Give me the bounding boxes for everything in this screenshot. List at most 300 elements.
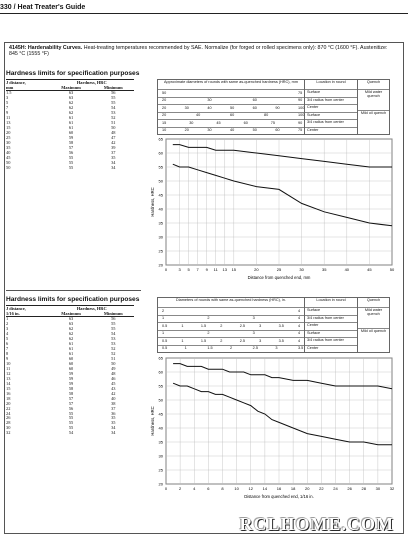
x-tick-label: 14 <box>262 486 268 491</box>
cell-min: 51 <box>111 356 116 362</box>
upper-col-hardness: Hardness, HRC <box>50 80 134 86</box>
cell-min: 37 <box>111 405 116 411</box>
round-diameter: 75 <box>270 120 276 125</box>
round-diameter: 3 <box>252 331 255 335</box>
x-tick-label: 13 <box>222 267 227 272</box>
cell-distance: 20 <box>6 130 11 136</box>
round-diameter: 100 <box>298 105 305 110</box>
cell-max: 63 <box>68 90 74 96</box>
y-tick-label: 30 <box>158 234 163 240</box>
round-diameter: 1 <box>184 346 187 350</box>
x-tick-label: 15 <box>231 267 237 272</box>
round-diameter: 20 <box>184 128 189 132</box>
round-diameter: 60 <box>230 113 235 117</box>
cell-max: 61 <box>68 115 74 121</box>
cell-distance: 15 <box>6 125 11 131</box>
round-diameter: 40 <box>196 113 201 117</box>
x-tick-label: 12 <box>248 486 253 491</box>
cell-distance: 7 <box>6 346 9 352</box>
cell-max: 61 <box>68 125 74 131</box>
round-diameter: 1 <box>181 338 184 343</box>
y-tick-label: 35 <box>158 439 163 445</box>
upper-rounds-header: Approximate diameters of rounds with same as-quenched hardness (HRC), mm <box>163 80 298 84</box>
y-tick-label: 50 <box>158 397 163 403</box>
cell-distance: 45 <box>6 154 11 160</box>
cell-distance: 9 <box>6 356 9 362</box>
round-diameter: 50 <box>162 90 167 95</box>
cell-max: 62 <box>68 100 74 106</box>
x-tick-label: 25 <box>276 267 282 272</box>
water-round-row <box>158 322 304 330</box>
cell-distance: 11 <box>6 115 11 121</box>
lower-water-rows <box>158 307 304 330</box>
y-tick-label: 45 <box>158 411 163 417</box>
lower-rounds-header: Diameters of rounds with same as-quenched hardness (HRC), in. <box>176 298 286 302</box>
upper-oil-quench: Mild oil quench <box>358 110 389 131</box>
round-diameter: 20 <box>162 98 167 102</box>
cell-max: 55 <box>68 415 74 421</box>
lower-hardenability-chart <box>148 354 396 504</box>
y-tick-label: 55 <box>158 383 163 389</box>
cell-distance: 7 <box>6 105 9 111</box>
cell-distance: 1 <box>6 316 9 322</box>
round-location: 3/4 radius from center <box>305 337 357 345</box>
upper-col-min: Minimum <box>93 85 134 91</box>
cell-min: 55 <box>111 326 116 332</box>
x-tick-label: 2 <box>179 486 182 491</box>
cell-max: 62 <box>68 326 74 332</box>
cell-max: 58 <box>68 385 74 391</box>
upper-water-rows <box>158 89 304 112</box>
round-diameter: 2 <box>207 331 210 335</box>
upper-oil-locations <box>305 112 357 135</box>
round-diameter: 1.5 <box>200 323 207 328</box>
round-diameter: 80 <box>264 113 269 117</box>
round-diameter: 4 <box>298 323 301 328</box>
x-tick-label: 3 <box>178 267 181 272</box>
cell-max: 61 <box>68 351 74 357</box>
cell-min: 56 <box>111 316 116 322</box>
cell-max: 59 <box>68 134 74 140</box>
cell-max: 57 <box>68 144 74 150</box>
lower-quench-header: Quench <box>366 298 381 302</box>
cell-max: 62 <box>68 331 74 337</box>
cell-distance: 3 <box>6 326 9 332</box>
lower-limits-title: Hardness limits for specification purposes <box>6 296 140 303</box>
cell-min: 53 <box>111 341 116 347</box>
x-tick-label: 16 <box>276 486 282 491</box>
x-tick-label: 18 <box>290 486 296 491</box>
cell-max: 55 <box>68 159 74 165</box>
cell-min: 55 <box>111 321 116 327</box>
y-tick-label: 25 <box>158 467 163 473</box>
y-axis-label: Hardness, HRC <box>150 406 155 436</box>
round-diameter: 60 <box>252 98 257 102</box>
y-tick-label: 25 <box>158 248 163 254</box>
cell-max: 56 <box>68 405 74 411</box>
oil-round-row <box>158 337 304 345</box>
cell-min: 37 <box>111 149 116 155</box>
lower-rounds-table <box>157 297 390 353</box>
figure-caption <box>9 45 394 58</box>
cell-min: 56 <box>111 90 116 96</box>
cell-distance: 30 <box>6 139 11 145</box>
round-diameter: 50 <box>252 128 257 132</box>
upper-rounds-table <box>157 79 390 135</box>
round-diameter: 3 <box>259 338 262 343</box>
cell-max: 61 <box>68 120 74 126</box>
cell-max: 56 <box>68 149 74 155</box>
x-tick-label: 6 <box>207 486 210 491</box>
x-tick-label: 24 <box>333 486 338 491</box>
water-round-row <box>158 307 304 315</box>
cell-min: 53 <box>111 336 116 342</box>
x-tick-label: 30 <box>299 267 304 272</box>
y-tick-label: 20 <box>158 262 163 268</box>
round-diameter: 60 <box>252 105 257 110</box>
upper-col-distance: J distance, <box>6 80 50 86</box>
cell-min: 46 <box>111 375 116 381</box>
upper-location-header: Location in round <box>316 80 346 84</box>
lower-location-header: Location in round <box>316 298 346 302</box>
water-round-row <box>158 97 304 105</box>
round-diameter: 20 <box>162 113 167 117</box>
round-diameter: 1 <box>162 316 165 320</box>
round-location: Center <box>305 127 357 135</box>
cell-max: 63 <box>68 321 74 327</box>
cell-distance: 50 <box>6 159 11 165</box>
lower-col-hardness: Hardness, HRC <box>50 306 134 312</box>
x-tick-label: 4 <box>193 486 196 491</box>
round-diameter: 0.5 <box>162 323 168 328</box>
round-diameter: 2 <box>162 308 165 313</box>
upper-oil-rows <box>158 112 304 135</box>
y-axis-label: Hardness, HRC <box>150 187 155 217</box>
round-diameter: 45 <box>216 120 221 125</box>
x-tick-label: 20 <box>305 486 310 491</box>
cell-distance: 13 <box>6 120 11 126</box>
running-head: 330 / Heat Treater's Guide <box>0 4 86 11</box>
cell-distance: 40 <box>6 149 11 155</box>
cell-max: 60 <box>68 130 74 136</box>
cell-distance: 4 <box>6 331 9 337</box>
round-diameter: 1.5 <box>200 338 207 343</box>
round-diameter: 2.5 <box>252 346 258 350</box>
lower-oil-locations <box>305 330 357 353</box>
cell-min: 52 <box>111 346 116 352</box>
upper-limits-block <box>6 70 141 171</box>
round-diameter: 2.5 <box>239 338 245 343</box>
cell-min: 52 <box>111 351 116 357</box>
round-diameter: 3 <box>259 323 262 328</box>
upper-quench-header: Quench <box>366 80 381 84</box>
y-tick-label: 65 <box>158 355 163 361</box>
cell-min: 34 <box>111 159 116 165</box>
round-diameter: 2 <box>220 323 223 328</box>
cell-distance: 15 <box>6 385 11 391</box>
cell-min: 38 <box>111 400 116 406</box>
cell-min: 50 <box>111 360 116 366</box>
section-divider <box>6 290 141 291</box>
y-tick-label: 65 <box>158 136 163 142</box>
round-diameter: 4 <box>298 338 301 343</box>
y-tick-label: 60 <box>158 369 163 375</box>
cell-max: 59 <box>68 370 74 376</box>
oil-round-row <box>158 112 304 120</box>
cell-distance: 5 <box>6 100 9 106</box>
cell-min: 50 <box>111 125 116 131</box>
upper-col-distance-unit: mm <box>6 85 50 91</box>
cell-max: 58 <box>68 390 74 396</box>
cell-min: 35 <box>111 415 116 421</box>
round-diameter: 2 <box>207 316 210 320</box>
cell-distance: 8 <box>6 351 9 357</box>
cell-max: 57 <box>68 400 74 406</box>
round-diameter: 2 <box>220 338 223 343</box>
x-tick-label: 50 <box>389 267 395 272</box>
round-location: Surface <box>305 330 357 338</box>
round-location: 3/4 radius from center <box>305 97 357 105</box>
cell-min: 51 <box>111 120 116 126</box>
cell-max: 55 <box>68 154 74 160</box>
cell-distance: 24 <box>6 410 11 416</box>
cell-distance: 6 <box>6 341 9 347</box>
table-row <box>6 431 134 436</box>
cell-max: 57 <box>68 395 74 401</box>
cell-distance: 2 <box>6 321 9 327</box>
cell-max: 55 <box>68 410 74 416</box>
round-diameter: 30 <box>207 128 212 132</box>
round-location: Surface <box>305 307 357 315</box>
water-round-row <box>158 104 304 112</box>
header-rule <box>0 13 408 14</box>
cell-distance: 25 <box>6 134 11 140</box>
cell-distance: 20 <box>6 400 11 406</box>
cell-min: 43 <box>111 385 116 391</box>
oil-round-row <box>158 127 304 135</box>
lower-limits-body <box>6 317 134 436</box>
cell-min: 42 <box>111 390 116 396</box>
cell-distance: 16 <box>6 390 11 396</box>
round-diameter: 10 <box>162 128 167 132</box>
round-diameter: 75 <box>298 90 303 95</box>
x-tick-label: 8 <box>221 486 224 491</box>
x-tick-label: 45 <box>367 267 372 272</box>
lower-col-distance-unit: 1/16 in. <box>6 311 50 317</box>
cell-min: 34 <box>111 430 116 436</box>
y-tick-label: 45 <box>158 192 163 198</box>
round-location: Center <box>305 322 357 330</box>
round-diameter: 40 <box>230 128 235 132</box>
cell-min: 55 <box>111 100 116 106</box>
round-diameter: 3.5 <box>278 323 284 328</box>
x-tick-label: 26 <box>347 486 352 491</box>
y-tick-label: 55 <box>158 164 163 170</box>
lower-oil-quench: Mild oil quench <box>358 328 389 349</box>
cell-min: 34 <box>111 425 116 431</box>
upper-limits-title: Hardness limits for specification purposes <box>6 70 140 77</box>
round-location: Surface <box>305 89 357 97</box>
cell-distance: 28 <box>6 420 11 426</box>
cell-max: 55 <box>68 164 74 170</box>
round-diameter: 1 <box>181 323 184 328</box>
round-diameter: 60 <box>243 120 248 125</box>
cell-max: 60 <box>68 365 74 371</box>
cell-max: 61 <box>68 341 74 347</box>
cell-distance: 13 <box>6 375 11 381</box>
cell-max: 61 <box>68 346 74 352</box>
cell-max: 63 <box>68 95 74 101</box>
cell-max: 59 <box>68 380 74 386</box>
cell-distance: 22 <box>6 405 11 411</box>
cell-min: 45 <box>111 380 116 386</box>
cell-max: 58 <box>68 139 74 145</box>
x-tick-label: 28 <box>361 486 366 491</box>
round-diameter: 4 <box>298 308 301 313</box>
cell-min: 35 <box>111 420 116 426</box>
cell-max: 60 <box>68 360 74 366</box>
x-tick-label: 30 <box>375 486 381 491</box>
round-diameter: 15 <box>162 120 167 125</box>
lower-limits-table <box>6 305 134 436</box>
lower-limits-block <box>6 296 141 436</box>
round-diameter: 20 <box>162 105 167 110</box>
x-tick-label: 7 <box>196 267 199 272</box>
cell-distance: 30 <box>6 425 11 431</box>
round-diameter: 50 <box>230 105 235 110</box>
cell-min: 55 <box>111 95 116 101</box>
round-diameter: 40 <box>207 105 212 110</box>
cell-min: 54 <box>111 105 116 111</box>
x-tick-label: 20 <box>254 267 259 272</box>
round-diameter: 30 <box>207 98 212 102</box>
x-tick-label: 40 <box>344 267 350 272</box>
upper-limits-table <box>6 79 134 170</box>
cell-min: 34 <box>111 164 116 170</box>
y-tick-label: 60 <box>158 150 163 156</box>
oil-round-row <box>158 345 304 353</box>
round-diameter: 0.5 <box>162 338 168 343</box>
x-tick-label: 32 <box>389 486 395 491</box>
round-location: 3/4 radius from center <box>305 315 357 323</box>
y-tick-label: 35 <box>158 220 163 226</box>
upper-hardenability-chart <box>148 135 396 285</box>
x-tick-label: 9 <box>205 267 208 272</box>
lower-oil-rows <box>158 330 304 353</box>
cell-distance: 14 <box>6 380 11 386</box>
round-location: Surface <box>305 112 357 120</box>
y-tick-label: 40 <box>158 206 163 212</box>
round-diameter: 0.5 <box>162 346 168 350</box>
cell-distance: 26 <box>6 415 11 421</box>
cell-distance: 11 <box>6 365 11 371</box>
water-round-row <box>158 315 304 323</box>
cell-min: 35 <box>111 154 116 160</box>
round-diameter: 30 <box>189 120 194 125</box>
cell-distance: 32 <box>6 430 11 436</box>
caption-title: 4145H: Hardenability Curves. <box>9 45 83 51</box>
round-diameter: 2 <box>230 346 233 350</box>
round-diameter: 3 <box>252 316 255 320</box>
y-tick-label: 30 <box>158 453 163 459</box>
upper-water-locations <box>305 89 357 112</box>
round-diameter: 90 <box>298 120 303 125</box>
cell-distance: 35 <box>6 144 11 150</box>
cell-distance: 12 <box>6 370 11 376</box>
round-location: 3/4 radius from center <box>305 119 357 127</box>
lower-water-quench: Mild water quench <box>358 307 389 328</box>
lower-col-distance: J distance, <box>6 306 50 312</box>
table-row <box>6 166 134 171</box>
cell-min: 49 <box>111 365 116 371</box>
cell-min: 52 <box>111 115 116 121</box>
upper-water-quench: Mild water quench <box>358 89 389 110</box>
x-tick-label: 5 <box>187 267 190 272</box>
cell-distance: 10 <box>6 360 11 366</box>
x-tick-label: 22 <box>319 486 324 491</box>
caption-text: Heat-treating temperatures recommended by SAE. Normalize (for forged or rolled specimens only): 870 °C (1600 °F). Austenitize: 845 °C (1555 °F) <box>9 45 388 58</box>
watermark: RCLHOME.COM <box>239 514 394 534</box>
cell-distance: 5 <box>6 336 9 342</box>
cell-max: 63 <box>68 316 74 322</box>
cell-min: 40 <box>111 395 116 401</box>
round-diameter: 2.5 <box>239 323 245 328</box>
round-diameter: 4 <box>298 331 301 335</box>
cell-min: 48 <box>111 370 116 376</box>
cell-max: 60 <box>68 356 74 362</box>
round-diameter: 4 <box>298 316 301 320</box>
x-axis-label: Distance from quenched end, 1/16 in. <box>244 494 314 499</box>
cell-max: 59 <box>68 375 74 381</box>
round-diameter: 60 <box>275 128 280 132</box>
cell-distance: 1.5 <box>6 90 12 96</box>
cell-max: 62 <box>68 336 74 342</box>
cell-min: 42 <box>111 139 116 145</box>
cell-distance: 3 <box>6 95 9 101</box>
round-diameter: 100 <box>298 113 305 117</box>
x-tick-label: 0 <box>164 486 168 491</box>
oil-round-row <box>158 330 304 338</box>
cell-max: 62 <box>68 105 74 111</box>
lower-water-locations <box>305 307 357 330</box>
lower-col-max: Maximum <box>50 311 93 317</box>
upper-col-max: Maximum <box>50 85 93 91</box>
round-diameter: 3.5 <box>298 346 304 350</box>
x-tick-label: 0 <box>164 267 168 272</box>
oil-round-row <box>158 119 304 127</box>
y-tick-label: 20 <box>158 481 163 487</box>
round-diameter: 1 <box>162 331 165 335</box>
round-diameter: 75 <box>298 128 303 132</box>
x-tick-label: 35 <box>321 267 327 272</box>
x-tick-label: 11 <box>213 267 218 272</box>
cell-max: 55 <box>68 425 74 431</box>
cell-min: 36 <box>111 410 116 416</box>
cell-max: 62 <box>68 110 74 116</box>
cell-distance: 9 <box>6 110 9 116</box>
y-tick-label: 50 <box>158 178 163 184</box>
y-tick-label: 40 <box>158 425 163 431</box>
round-diameter: 90 <box>275 105 280 110</box>
round-diameter: 90 <box>298 98 303 102</box>
upper-limits-body <box>6 91 134 171</box>
cell-distance: 50 <box>6 164 11 170</box>
cell-distance: 18 <box>6 395 11 401</box>
x-tick-label: 10 <box>234 486 239 491</box>
round-location: Center <box>305 104 357 112</box>
cell-min: 54 <box>111 331 116 337</box>
x-axis-label: Distance from quenched end, mm <box>247 275 311 280</box>
